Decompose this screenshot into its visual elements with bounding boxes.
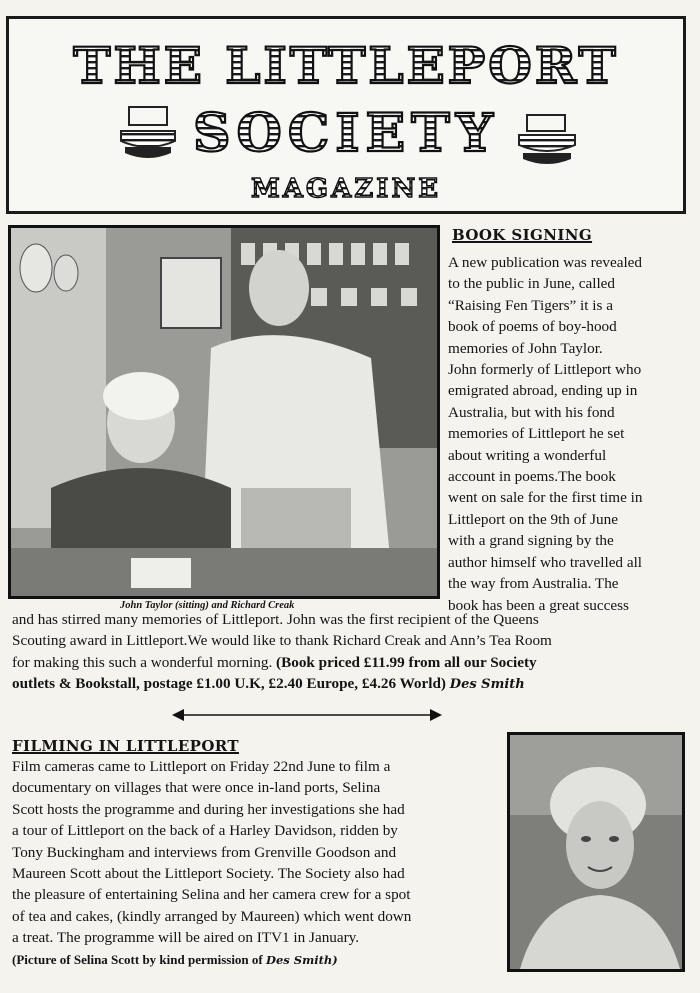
price-note-2: outlets & Bookstall, postage £1.00 U.K, £2.40 Europe, £4.26 World) (12, 675, 446, 693)
crest-right-icon (519, 115, 575, 164)
masthead-title-line2: SOCIETY (192, 103, 500, 164)
body-line: Scouting award in Littleport.We would like to thank Richard Creak and Ann’s Tea Room (12, 632, 552, 650)
credit-signature: Des Smith) (266, 952, 338, 967)
credit-line (12, 949, 507, 971)
body-line: book has been a great success (448, 596, 629, 614)
body-line: A new publication was revealed (448, 254, 642, 271)
body-line: John formerly of Littleport who (448, 361, 642, 379)
price-note: (Book priced £11.99 from all our Society (276, 653, 537, 671)
body-line: documentary on villages that were once in-land ports, Selina (12, 779, 381, 797)
body-line: about writing a wonderful (448, 446, 607, 464)
signature: Des Smith (449, 677, 525, 693)
book-signing-continued (12, 609, 692, 696)
body-line: Film cameras came to Littleport on Friday 22nd June to film a (12, 758, 391, 775)
body-line: emigrated abroad, ending up in (448, 382, 638, 400)
body-line: and has stirred many memories of Littleport. John was the first recipient of the Queens (12, 611, 539, 628)
body-line: of tea and cakes, (kindly arranged by Maureen) which went down (12, 907, 412, 925)
body-line: book of poems of boy-hood (448, 318, 617, 336)
body-line: Australia, but with his fond (448, 403, 615, 421)
body-line: to the public in June, called (448, 275, 616, 293)
masthead (6, 16, 686, 214)
body-line: a tour of Littleport on the back of a Harley Davidson, ridden by (12, 822, 398, 840)
selina-scott-photo (507, 732, 685, 972)
body-line: Scott hosts the programme and during her investigations she had (12, 800, 405, 818)
body-line: Maureen Scott about the Littleport Society. The Society also had (12, 865, 405, 883)
body-line (12, 652, 692, 673)
body-line: memories of Littleport he set (448, 425, 625, 443)
body-text: for making this such a wonderful morning. (12, 653, 273, 671)
body-line: Tony Buckingham and interviews from Grenville Goodson and (12, 843, 397, 861)
body-line: the way from Australia. The (448, 575, 619, 593)
book-signing-photo (8, 225, 440, 599)
body-line: with a grand signing by the (448, 532, 614, 550)
filming-heading: FILMING IN LITTLEPORT (12, 737, 239, 755)
body-line: Littleport on the 9th of June (448, 510, 618, 528)
masthead-title-line1: THE LITTLEPORT (73, 36, 619, 95)
book-signing-column (448, 252, 694, 616)
body-line (12, 673, 692, 695)
body-line: a treat. The programme will be aired on ITV1 in January. (12, 929, 360, 947)
book-signing-heading: BOOK SIGNING (452, 226, 593, 244)
body-line: the pleasure of entertaining Selina and her camera crew for a spot (12, 886, 411, 904)
body-line: author himself who travelled all (448, 553, 643, 571)
crest-left-icon (121, 107, 175, 158)
photo-caption: John Taylor (sitting) and Richard Creak (120, 600, 295, 611)
double-arrow-divider-icon (172, 707, 442, 723)
body-line: “Raising Fen Tigers” it is a (448, 296, 613, 314)
body-line: account in poems.The book (448, 468, 616, 486)
masthead-subtitle: MAGAZINE (250, 174, 442, 204)
masthead-art (9, 19, 683, 211)
filming-body (12, 756, 507, 971)
credit-text: (Picture of Selina Scott by kind permission of (12, 951, 263, 967)
body-line: went on sale for the first time in (448, 489, 643, 507)
body-line: memories of John Taylor. (448, 339, 603, 357)
